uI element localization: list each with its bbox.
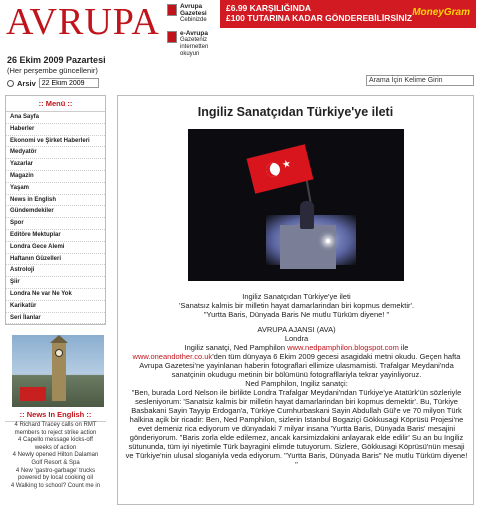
news-in-english-box [5, 408, 106, 490]
archive-label: Arsiv [17, 78, 36, 88]
promo-title: Avrupa Gazetesi [180, 3, 207, 17]
nedpamphilon-link[interactable]: www.nedpamphilon.blogspot.com [287, 343, 399, 352]
sidebar-item-medyator[interactable]: Medyatör [6, 147, 105, 159]
sidebar-item-yasam[interactable]: Yaşam [6, 183, 105, 195]
sidebar-item-londra-ne-var-ne-yok[interactable]: Londra Ne var Ne Yok [6, 289, 105, 301]
text-span: 'den tüm dünyaya 6 Ekim 2009 gecesi asagidaki metni okudu. Geçen hafta Avrupa Gazetesi'ne yayinlanan haberin fotograflari ellimize ulasmamisti. Trafalgar Meydani'nda sanatçinin okudugu metinin bir bölümünü fotografllariyla tekrar yayinliyoruz. [139, 352, 461, 379]
news-link[interactable]: 4 Walking to school? Count me in [10, 482, 101, 489]
article-line: 'Sanatsız kalmis bir milletin hayat damarlarindan biri kopmus demektir'. [178, 301, 415, 310]
sidebar-item-siir[interactable]: Şiir [6, 277, 105, 289]
article-panel [117, 95, 474, 505]
oneandother-link[interactable]: www.oneandother.co.uk [132, 352, 213, 361]
news-link[interactable]: 4 Capello message kicks-off weeks of action [18, 437, 93, 451]
site-logo[interactable]: AVRUPA [6, 1, 160, 43]
text-span: ile [398, 343, 409, 352]
sidebar-item-editore-mektuplar[interactable]: Editöre Mektuplar [6, 230, 105, 242]
article-city: Londra [284, 334, 309, 343]
news-in-english-title: :: News In English :: [5, 408, 106, 422]
promo-e-avrupa[interactable] [167, 30, 217, 58]
moneygram-banner[interactable] [220, 0, 476, 28]
promo-sub: Gazeteniz internetten okuyun [180, 37, 209, 57]
menu-title: :: Menü :: [6, 96, 105, 112]
news-link[interactable]: 4 Richard Tracey calls on RMT members to reject strike action [14, 422, 97, 436]
sidebar-item-astroloji[interactable]: Astroloji [6, 265, 105, 277]
archive-search [7, 78, 99, 88]
sidebar-item-ana-sayfa[interactable]: Ana Sayfa [6, 112, 105, 124]
sidebar-item-londra-gece-alemi[interactable]: Londra Gece Alemi [6, 242, 105, 254]
article-paragraph: "Ben, burada Lord Nelson ile birlikte Londra Trafalgar Meydani'ndan Türkiye'ye Atatürk'ün sözleriyle sesleniyorum: 'Sanatsiz kalmis bir milletin hayat damarlarindan biri kopmus demektir'. Bu, Türkiye Basbakani Sayin Tayyip Erdogan'a, Türkiye Cumhurbaskani Sayin Abdullah Gül'e ve 70 milyon Türk halkina açik bir ricadir: Ben, Ned Pamphilon, sizlerin Istanbul Bogaziçi Gökkusagi Köprüsü Projesi'ne evet demeniz rica ediyorum ve dünyadaki 7 milyar insana 'Yurtta Baris, Dünyada Baris' mesajini gönderiyorum. "Baris zorla elde edilemez, ancak karsimizdakini anlayarak elde edilir' Su an bu Ingiliz sütununda, tüm iyi niyetimle Türk bayragini elimde tutuyorum. Sizlere, Gökkusagi Köprüsü'nün mesaji ve Türkiye'nin ulusal sloganiyla veda ediyorum. "Yurtta Baris, Dünyada Baris" Ne mutlu Türküm diyene! " [125, 388, 468, 469]
article-photo[interactable] [188, 129, 404, 281]
newspaper-icon [167, 4, 177, 16]
sidebar-menu [5, 95, 106, 325]
turkish-flag-icon [247, 144, 314, 193]
article-agency: AVRUPA AJANSI (AVA) [257, 325, 336, 334]
sidebar-item-gundemdekiler[interactable]: Gündemdekiler [6, 206, 105, 218]
archive-date-input[interactable] [39, 78, 99, 88]
article-body [124, 292, 469, 469]
artist-figure [300, 201, 314, 229]
article-paragraph [124, 343, 469, 352]
sidebar-item-yazarlar[interactable]: Yazarlar [6, 159, 105, 171]
text-span: Ingiliz sanatçi, Ned Pamphilon [184, 343, 288, 352]
moneygram-logo: MoneyGram [412, 7, 470, 18]
sidebar-item-news-in-english[interactable]: News in English [6, 195, 105, 207]
sidebar-item-haftanin-guzelleri[interactable]: Haftanın Güzelleri [6, 254, 105, 266]
plinth-shape [280, 225, 336, 269]
newspaper-icon [167, 31, 177, 43]
bus-shape [20, 387, 46, 401]
article-line: Ingiliz Sanatçıdan Türkiye'ye ileti [242, 292, 351, 301]
article-signature: Ned Pamphilon, Ingiliz sanatçi: [245, 379, 348, 388]
spotlight [326, 239, 330, 243]
sidebar-item-ekonomi[interactable]: Ekonomi ve Şirket Haberleri [6, 136, 105, 148]
sidebar-item-seri-ilanlar[interactable]: Seri İlanlar [6, 313, 105, 325]
banner-line: £6.99 KARŞILIĞINDA [226, 3, 312, 13]
article-headline: Ingiliz Sanatçıdan Türkiye'ye ileti [197, 105, 394, 119]
promo-avrupa-gazetesi[interactable] [167, 3, 217, 24]
clock-face [55, 349, 63, 357]
sidebar-item-magazin[interactable]: Magazin [6, 171, 105, 183]
article-line: "Yurtta Baris, Dünyada Baris Ne mutlu Türküm diyene! " [203, 310, 390, 319]
sidebar-item-karikatur[interactable]: Karikatür [6, 301, 105, 313]
promo-sub: Cebinizde [180, 17, 207, 23]
site-search-input[interactable]: Arama İçin Kelime Girin [366, 75, 474, 86]
news-link[interactable]: 4 New 'gastro-garbage' trucks powered by local cooking oil [15, 467, 96, 482]
update-note: (Her perşembe güncellenir) [7, 66, 98, 75]
big-ben-thumbnail[interactable] [12, 335, 104, 407]
sidebar-item-haberler[interactable]: Haberler [6, 124, 105, 136]
sidebar-item-spor[interactable]: Spor [6, 218, 105, 230]
article-paragraph [124, 352, 469, 379]
current-date: 26 Ekim 2009 Pazartesi [7, 55, 106, 65]
news-link[interactable]: 4 Newly opened Hilton Dalaman Golf Resort & Spa [12, 452, 99, 466]
search-icon[interactable] [7, 80, 14, 87]
promo-title: e-Avrupa [180, 30, 208, 37]
banner-line: £100 TUTARINA KADAR GÖNDEREBİLİRSİNİZ [226, 13, 413, 23]
